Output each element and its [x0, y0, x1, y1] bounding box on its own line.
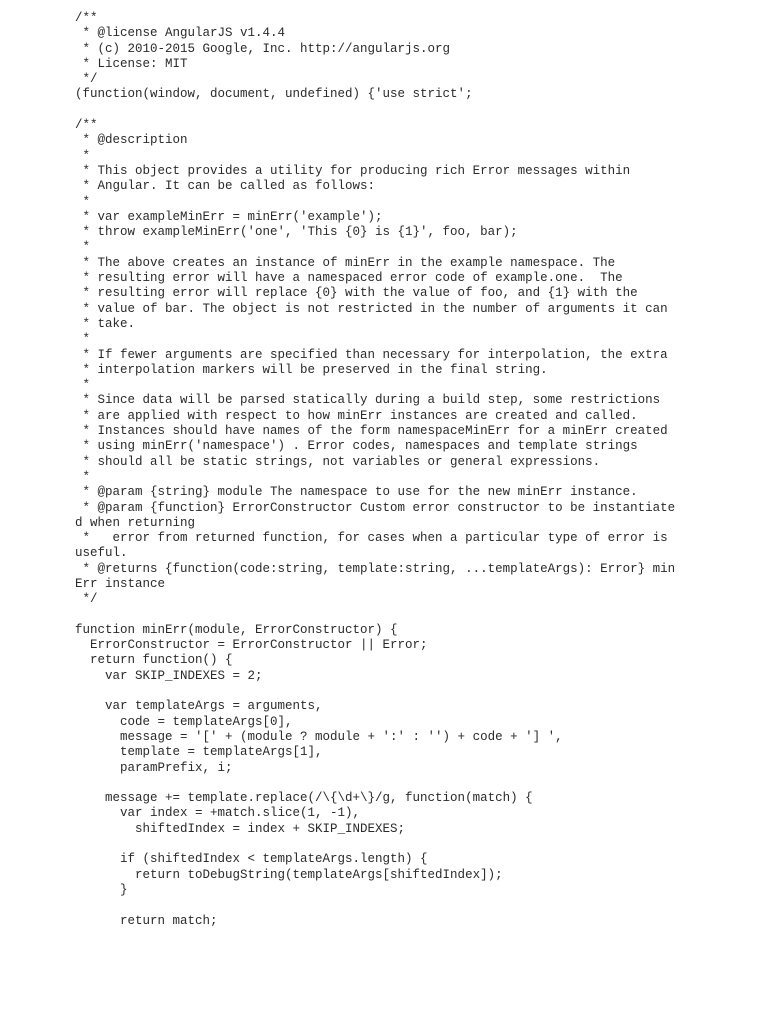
code-line: * @param {string} module The namespace to use for the new minErr instance.: [75, 485, 638, 500]
code-line: * are applied with respect to how minErr instances are created and called.: [75, 408, 638, 423]
code-line: shiftedIndex = index + SKIP_INDEXES;: [75, 821, 406, 836]
code-line: *: [75, 194, 91, 209]
code-line: * @license AngularJS v1.4.4: [75, 26, 286, 41]
code-line: * throw exampleMinErr('one', 'This {0} is {1}', foo, bar);: [75, 225, 518, 240]
code-line: * interpolation markers will be preserved in the final string.: [75, 362, 548, 377]
code-line: var index = +match.slice(1, -1),: [75, 806, 361, 821]
code-line: * @description: [75, 133, 188, 148]
code-line: * should all be static strings, not variables or general expressions.: [75, 454, 601, 469]
code-line: }: [75, 882, 128, 897]
code-line: * using minErr('namespace') . Error codes, namespaces and template strings: [75, 439, 638, 454]
code-line: function minErr(module, ErrorConstructor) {: [75, 622, 398, 637]
code-line: */: [75, 72, 98, 87]
code-line: * If fewer arguments are specified than necessary for interpolation, the extra: [75, 347, 668, 362]
code-line: * value of bar. The object is not restricted in the number of arguments it can: [75, 301, 668, 316]
code-line: *: [75, 148, 91, 163]
code-line: * License: MIT: [75, 56, 188, 71]
code-line: * resulting error will have a namespaced error code of example.one. The: [75, 271, 623, 286]
code-line: useful.: [75, 546, 128, 561]
code-line: message += template.replace(/\{\d+\}/g, function(match) {: [75, 791, 533, 806]
code-line: * error from returned function, for cases when a particular type of error is: [75, 531, 668, 546]
code-line: *: [75, 332, 91, 347]
code-line: *: [75, 469, 91, 484]
code-line: paramPrefix, i;: [75, 760, 233, 775]
code-line: * var exampleMinErr = minErr('example');: [75, 209, 383, 224]
code-line: * @returns {function(code:string, template:string, ...templateArgs): Error} min: [75, 561, 676, 576]
code-line: /**: [75, 11, 98, 25]
code-line: return toDebugString(templateArgs[shiftedIndex]);: [75, 867, 503, 882]
code-line: [75, 684, 755, 699]
code-line: * resulting error will replace {0} with the value of foo, and {1} with the: [75, 286, 638, 301]
code-line: * (c) 2010-2015 Google, Inc. http://angularjs.org: [75, 41, 451, 56]
code-line: * Angular. It can be called as follows:: [75, 179, 376, 194]
code-line: [75, 608, 755, 623]
code-line: * take.: [75, 316, 136, 331]
code-line: * @param {function} ErrorConstructor Custom error constructor to be instantiate: [75, 500, 676, 515]
code-line: */: [75, 592, 98, 607]
code-line: template = templateArgs[1],: [75, 745, 323, 760]
code-line: * This object provides a utility for producing rich Error messages within: [75, 163, 631, 178]
code-line: d when returning: [75, 515, 196, 530]
code-line: [75, 837, 755, 852]
code-line: return match;: [75, 913, 218, 928]
code-line: message = '[' + (module ? module + ':' : '') + code + '] ',: [75, 729, 563, 744]
code-line: [75, 898, 755, 913]
code-line: return function() {: [75, 653, 233, 668]
code-line: *: [75, 240, 91, 255]
code-line: [75, 103, 755, 118]
code-line: Err instance: [75, 576, 166, 591]
code-line: *: [75, 378, 91, 393]
code-line: if (shiftedIndex < templateArgs.length) {: [75, 852, 428, 867]
code-line: var SKIP_INDEXES = 2;: [75, 668, 263, 683]
code-line: * The above creates an instance of minErr in the example namespace. The: [75, 255, 616, 270]
source-code-listing: [75, 11, 755, 929]
code-line: /**: [75, 118, 98, 133]
code-line: [75, 776, 755, 791]
code-line: code = templateArgs[0],: [75, 714, 293, 729]
code-line: * Since data will be parsed statically during a build step, some restrictions: [75, 393, 661, 408]
code-line: var templateArgs = arguments,: [75, 699, 323, 714]
code-line: * Instances should have names of the form namespaceMinErr for a minErr created: [75, 424, 668, 439]
code-line: (function(window, document, undefined) {'use strict';: [75, 87, 473, 102]
code-line: ErrorConstructor = ErrorConstructor || Error;: [75, 638, 428, 653]
